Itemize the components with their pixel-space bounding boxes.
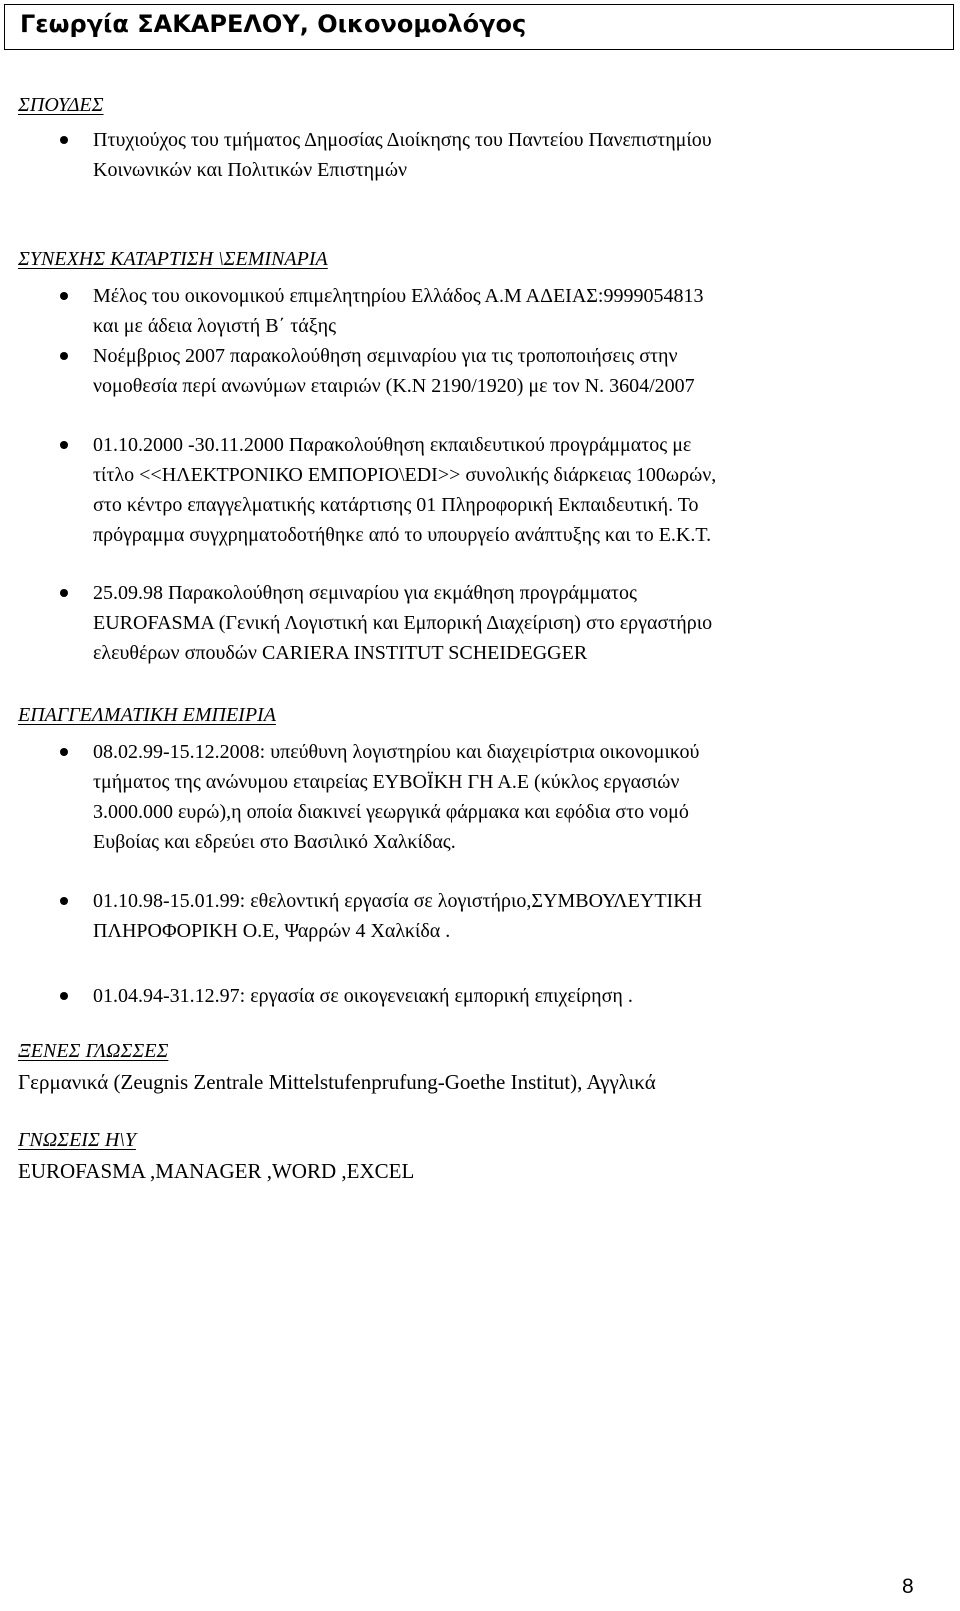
list-item-training-1	[93, 281, 933, 341]
list-item-studies-1	[93, 125, 933, 185]
line: πρόγραμμα συγχρηματοδοτήθηκε από το υπουργείο ανάπτυξης και το Ε.Κ.Τ.	[93, 524, 712, 546]
bullet-icon	[60, 292, 68, 300]
page-title: Γεωργία ΣΑΚΑΡΕΛΟΥ, Οικονομολόγος	[20, 10, 527, 38]
line: 08.02.99-15.12.2008: υπεύθυνη λογιστηρίου και διαχειρίστρια οικονομικού	[93, 741, 700, 763]
line: 01.04.94-31.12.97: εργασία σε οικογενειακή εμπορική επιχείρηση .	[93, 985, 633, 1007]
title-box	[4, 4, 954, 50]
bullet-icon	[60, 441, 68, 449]
line: ελευθέρων σπουδών CARIERA INSTITUT SCHEIDEGGER	[93, 642, 588, 664]
line: Πτυχιούχος του τμήματος Δημοσίας Διοίκησης του Παντείου Πανεπιστημίου	[93, 129, 712, 151]
list-item-experience-3	[93, 981, 933, 1011]
bullet-icon	[60, 992, 68, 1000]
line: ΠΛΗΡΟΦΟΡΙΚΗ Ο.Ε, Ψαρρών 4 Χαλκίδα .	[93, 920, 451, 942]
line: 3.000.000 ευρώ),η οποία διακινεί γεωργικά φάρμακα και εφόδια στο νομό	[93, 801, 689, 823]
section-heading-computer-skills: ΓΝΩΣΕΙΣ Η\Υ	[18, 1129, 136, 1151]
line: και με άδεια λογιστή Β΄ τάξης	[93, 315, 337, 337]
section-heading-languages: ΞΕΝΕΣ ΓΛΩΣΣΕΣ	[18, 1040, 169, 1062]
line: 25.09.98 Παρακολούθηση σεμιναρίου για εκμάθηση προγράμματος	[93, 582, 637, 604]
line: EUROFASMA (Γενική Λογιστική και Εμπορική Διαχείριση) στο εργαστήριο	[93, 612, 713, 634]
line: τίτλο <<ΗΛΕΚΤΡΟΝΙΚΟ ΕΜΠΟΡΙΟ\EDI>> συνολικής διάρκειας 100ωρών,	[93, 464, 717, 486]
bullet-icon	[60, 589, 68, 597]
section-heading-experience: ΕΠΑΓΓΕΛΜΑΤΙΚΗ ΕΜΠΕΙΡΙΑ	[18, 704, 276, 726]
bullet-icon	[60, 352, 68, 360]
line: νομοθεσία περί ανωνύμων εταιριών (Κ.Ν 2190/1920) με τον Ν. 3604/2007	[93, 375, 695, 397]
list-item-training-4	[93, 578, 933, 668]
computer-skills-text: EUROFASMA ,MANAGER ,WORD ,EXCEL	[18, 1159, 415, 1183]
section-heading-studies: ΣΠΟΥΔΕΣ	[18, 94, 104, 116]
list-item-experience-2	[93, 886, 933, 946]
line: Μέλος του οικονομικού επιμελητηρίου Ελλάδος Α.Μ ΑΔΕΙΑΣ:9999054813	[93, 285, 704, 307]
line: 01.10.98-15.01.99: εθελοντική εργασία σε λογιστήριο,ΣΥΜΒΟΥΛΕΥΤΙΚΗ	[93, 890, 703, 912]
line: Νοέμβριος 2007 παρακολούθηση σεμιναρίου για τις τροποποιήσεις στην	[93, 345, 678, 367]
list-item-training-3	[93, 430, 933, 550]
page-number: 8	[902, 1575, 914, 1598]
languages-text: Γερμανικά (Zeugnis Zentrale Mittelstufenprufung-Goethe Institut), Αγγλικά	[18, 1070, 656, 1094]
bullet-icon	[60, 136, 68, 144]
list-item-training-2	[93, 341, 933, 401]
line: Κοινωνικών και Πολιτικών Επιστημών	[93, 159, 408, 181]
line: τμήματος της ανώνυμου εταιρείας ΕΥΒΟΪΚΗ ΓΗ Α.Ε (κύκλος εργασιών	[93, 771, 680, 793]
section-heading-training: ΣΥΝΕΧΗΣ ΚΑΤΑΡΤΙΣΗ \ΣΕΜΙΝΑΡΙΑ	[18, 248, 328, 270]
line: 01.10.2000 -30.11.2000 Παρακολούθηση εκπαιδευτικού προγράμματος με	[93, 434, 692, 456]
bullet-icon	[60, 748, 68, 756]
line: στο κέντρο επαγγελματικής κατάρτισης 01 Πληροφορική Εκπαιδευτική. Το	[93, 494, 699, 516]
bullet-icon	[60, 897, 68, 905]
line: Ευβοίας και εδρεύει στο Βασιλικό Χαλκίδας.	[93, 831, 456, 853]
list-item-experience-1	[93, 737, 933, 857]
